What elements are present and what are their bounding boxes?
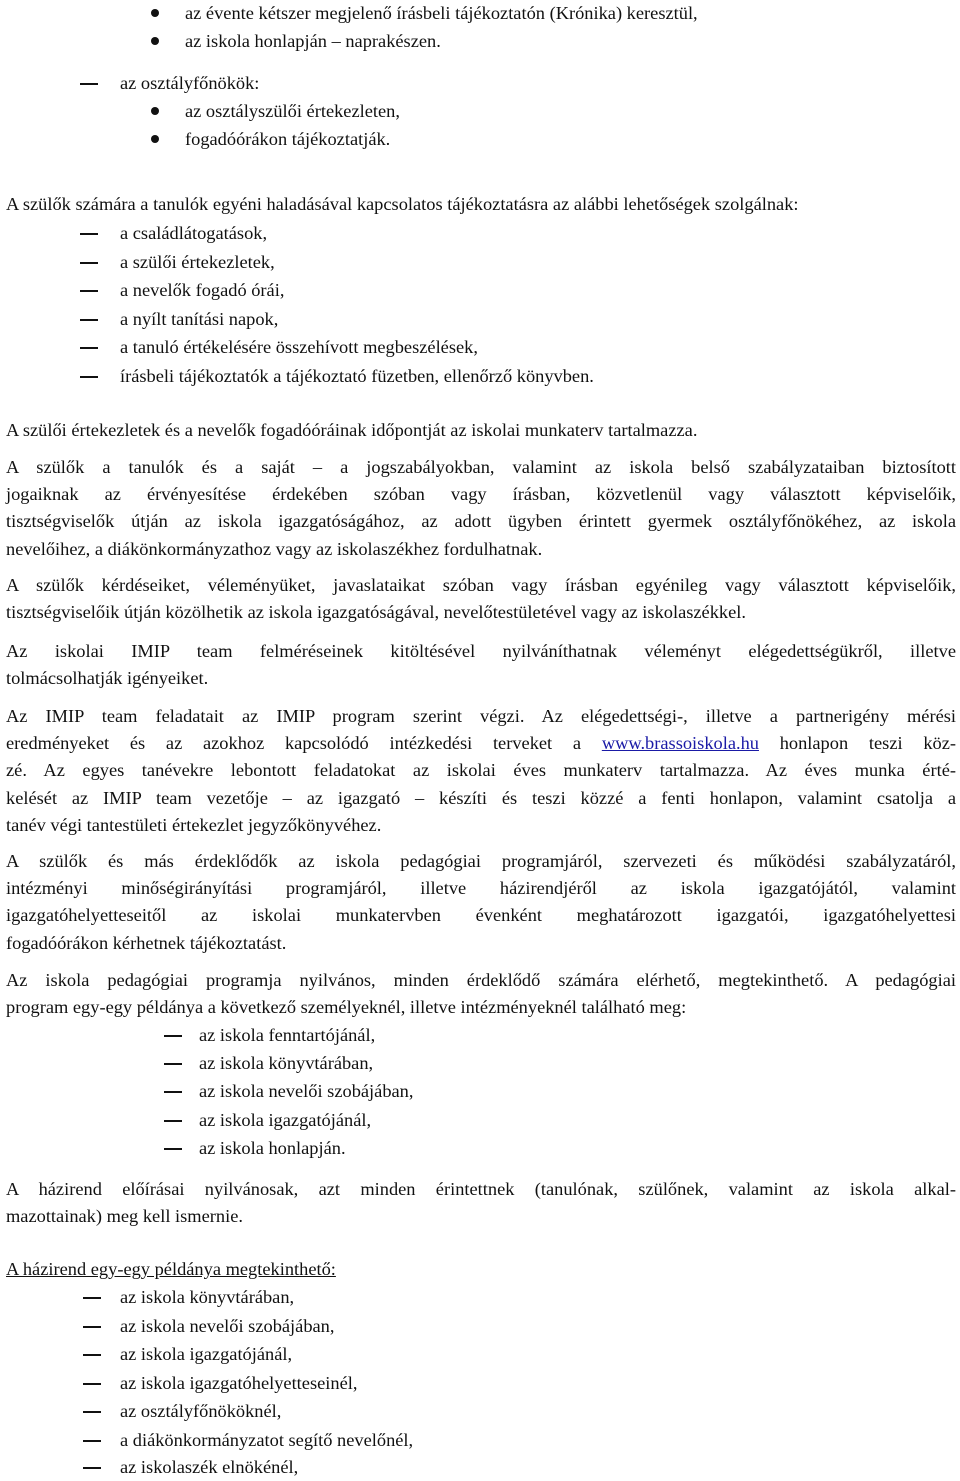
dash-icon [164, 1148, 182, 1150]
paragraph: A szülők a tanulók és a saját – a jogszabályokban, valamint az iskola belső szabályzataiban biztosított jogaiknak az érvényesítése érdekében szóban vagy írásban, közvetlenül vagy választott képviselőik, tisztségviselők útján az iskola igazgatóságához, az adott ügyben érintett gyermek osztályfőnökéhez, az iskola nevelőihez, a diákönkormányzathoz vagy az iskolaszékhez fordulhatnak. [6, 457, 956, 559]
section-heading: A házirend egy-egy példánya megtekinthető: [6, 1259, 336, 1279]
bullet-icon [151, 107, 159, 115]
paragraph: A házirend előírásai nyilvánosak, azt minden érintettnek (tanulónak, szülőnek, valamint az iskola alkal- mazottainak) meg kell ismernie. [6, 1179, 956, 1227]
paragraph: Az iskola pedagógiai programja nyilvános, minden érdeklődő számára elérhető, megtekinthető. A pedagógiai program egy-egy példánya a következő személyeknél, illetve intézményeknél található meg: [6, 970, 956, 1018]
paragraph: A szülők kérdéseiket, véleményüket, javaslataikat szóban vagy írásban egyénileg vagy választott képviselőik, tisztségviselőik útján közölhetik az iskola igazgatóságával, nevelőtestületével vagy az iskolaszékkel. [6, 575, 956, 623]
paragraph: A szülők számára a tanulók egyéni haladásával kapcsolatos tájékoztatásra az alábbi lehetőségek szolgálnak: [6, 194, 799, 214]
dash-icon [80, 347, 98, 349]
dash-icon [80, 376, 98, 378]
website-link[interactable]: www.brassoiskola.hu [601, 733, 759, 754]
dash-icon [80, 319, 98, 321]
dash-icon [80, 290, 98, 292]
dash-icon [80, 83, 98, 85]
dash-icon [164, 1063, 182, 1065]
dash-icon [83, 1297, 101, 1299]
dash-icon [83, 1326, 101, 1328]
dash-icon [164, 1035, 182, 1037]
paragraph: A szülői értekezletek és a nevelők fogadóóráinak időpontját az iskolai munkaterv tartalmazza. [6, 420, 698, 440]
dash-icon [80, 233, 98, 235]
bullet-icon [151, 37, 159, 45]
dash-icon [80, 262, 98, 264]
dash-icon [83, 1467, 101, 1469]
dash-icon [164, 1120, 182, 1122]
dash-icon [164, 1091, 182, 1093]
dash-icon [83, 1354, 101, 1356]
paragraph: Az iskolai IMIP team felméréseinek kitöltésével nyilváníthatnak véleményt elégedettségükről, illetve tolmácsolhatják igényeiket. [6, 641, 956, 689]
bullet-icon [151, 9, 159, 17]
paragraph: Az IMIP team feladatait az IMIP program szerint végzi. Az elégedettségi-, illetve a partnerigény mérési eredményeket és az azokhoz kapcsolódó intézkedési terveket a www.brassoiskola.hu honlapon teszi köz- zé. Az egyes tanévekre lebontott feladatokat az iskolai éves munkaterv tartalmazza. Az éves munka érté- kelését az IMIP team vezetője – az igazgató – készíti és teszi közzé a fenti honlapon, valamint csatolja a tanév végi tantestületi értekezlet jegyzőkönyvéhez. [6, 706, 956, 835]
dash-icon [83, 1383, 101, 1385]
bullet-icon [151, 135, 159, 143]
dash-icon [83, 1440, 101, 1442]
dash-icon [83, 1411, 101, 1413]
paragraph: A szülők és más érdeklődők az iskola pedagógiai programjáról, szervezeti és működési szabályzatáról, intézményi minőségirányítási programjáról, illetve házirendjéről az iskola igazgatójától, valamint igazgatóhelyetteseitől az iskolai munkatervben évenként meghatározott igazgatói, igazgatóhelyettesi fogadóórákon kérhetnek tájékoztatást. [6, 851, 956, 953]
